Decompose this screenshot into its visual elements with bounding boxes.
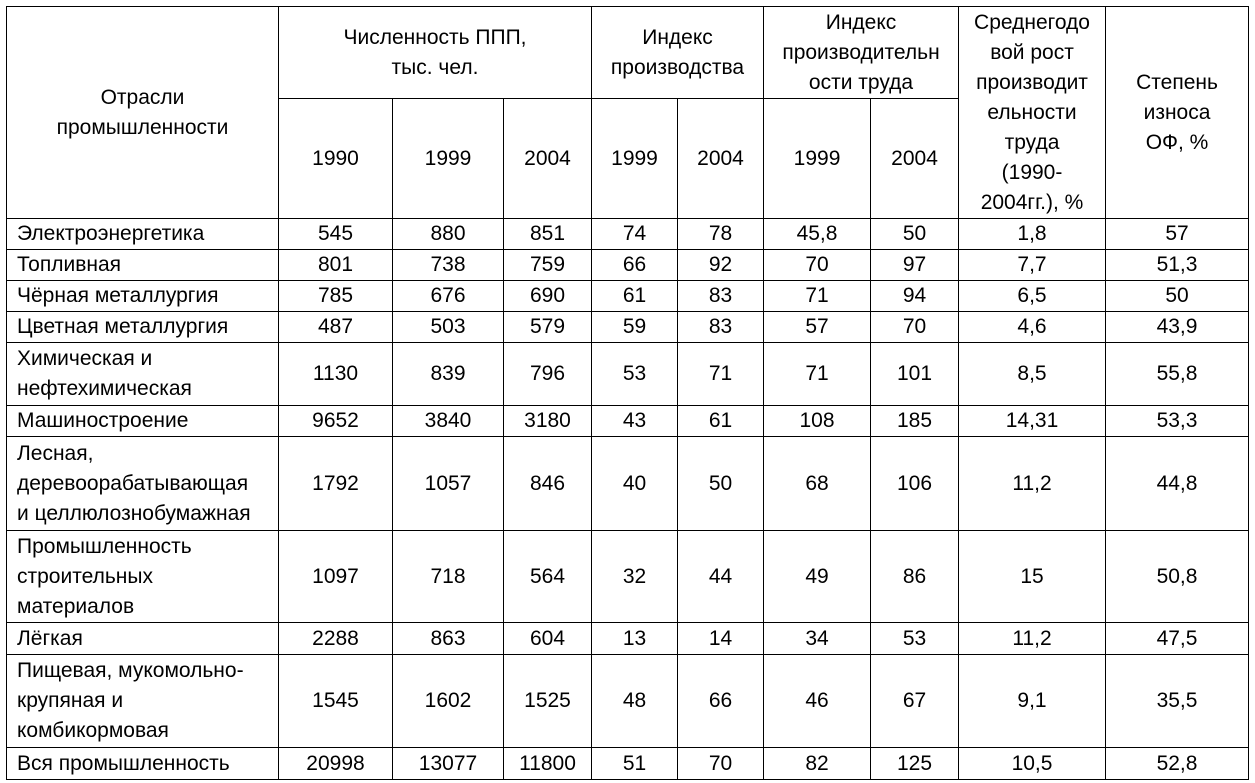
table-row — [7, 312, 1249, 343]
table-cell: 14,31 — [959, 406, 1106, 437]
table-cell: 846 — [504, 437, 592, 531]
industry-name: Вся промышленность — [7, 748, 279, 780]
table-cell: 50 — [871, 219, 959, 250]
table-cell: 47,5 — [1106, 623, 1249, 655]
table-cell: 94 — [871, 281, 959, 312]
table-cell: 71 — [764, 343, 871, 406]
table-row — [7, 655, 1249, 748]
table-cell: 51 — [592, 748, 678, 780]
table-cell: 880 — [393, 219, 504, 250]
table-cell: 40 — [592, 437, 678, 531]
table-row — [7, 531, 1249, 623]
header-employment: Численность ППП, тыс. чел. — [279, 7, 592, 99]
table-row — [7, 250, 1249, 281]
table-cell: 45,8 — [764, 219, 871, 250]
table-cell: 67 — [871, 655, 959, 748]
table-cell: 3840 — [393, 406, 504, 437]
table-cell: 4,6 — [959, 312, 1106, 343]
table-cell: 59 — [592, 312, 678, 343]
industry-name: Топливная — [7, 250, 279, 281]
table-cell: 101 — [871, 343, 959, 406]
table-row — [7, 281, 1249, 312]
table-row — [7, 437, 1249, 531]
table-cell: 1057 — [393, 437, 504, 531]
header-labor-index: Индекс производительн ости труда — [764, 7, 959, 99]
table-cell: 3180 — [504, 406, 592, 437]
table-row — [7, 748, 1249, 780]
table-cell: 70 — [764, 250, 871, 281]
industry-name: Цветная металлургия — [7, 312, 279, 343]
header-year: 1990 — [279, 99, 393, 219]
table-cell: 50 — [678, 437, 764, 531]
table-cell: 35,5 — [1106, 655, 1249, 748]
table-header — [7, 7, 1249, 219]
header-production-index: Индекс производства — [592, 7, 764, 99]
table-cell: 108 — [764, 406, 871, 437]
industry-name: Пищевая, мукомольно- крупяная и комбикормовая — [7, 655, 279, 748]
header-industry: Отрасли промышленности — [7, 7, 279, 219]
table-cell: 1097 — [279, 531, 393, 623]
header-year: 2004 — [678, 99, 764, 219]
table-cell: 604 — [504, 623, 592, 655]
table-cell: 34 — [764, 623, 871, 655]
table-cell: 13077 — [393, 748, 504, 780]
table-cell: 718 — [393, 531, 504, 623]
table-cell: 759 — [504, 250, 592, 281]
table-cell: 1130 — [279, 343, 393, 406]
table-cell: 86 — [871, 531, 959, 623]
table-cell: 50,8 — [1106, 531, 1249, 623]
table-cell: 785 — [279, 281, 393, 312]
table-cell: 487 — [279, 312, 393, 343]
table-cell: 839 — [393, 343, 504, 406]
table-cell: 53 — [592, 343, 678, 406]
table-cell: 48 — [592, 655, 678, 748]
table-cell: 11,2 — [959, 437, 1106, 531]
industry-name: Электроэнергетика — [7, 219, 279, 250]
table-row — [7, 343, 1249, 406]
table-cell: 32 — [592, 531, 678, 623]
table-cell: 66 — [592, 250, 678, 281]
table-cell: 74 — [592, 219, 678, 250]
table-cell: 15 — [959, 531, 1106, 623]
table-row — [7, 219, 1249, 250]
table-cell: 1,8 — [959, 219, 1106, 250]
industry-name: Лесная, деревоорабатывающая и целлюлознобумажная — [7, 437, 279, 531]
header-year: 2004 — [871, 99, 959, 219]
table-cell: 61 — [592, 281, 678, 312]
table-cell: 11800 — [504, 748, 592, 780]
table-cell: 71 — [678, 343, 764, 406]
table-cell: 53,3 — [1106, 406, 1249, 437]
table-cell: 125 — [871, 748, 959, 780]
table-cell: 49 — [764, 531, 871, 623]
table-cell: 13 — [592, 623, 678, 655]
table-cell: 97 — [871, 250, 959, 281]
table-cell: 7,7 — [959, 250, 1106, 281]
table-cell: 9652 — [279, 406, 393, 437]
table-cell: 43 — [592, 406, 678, 437]
table-cell: 82 — [764, 748, 871, 780]
table-cell: 851 — [504, 219, 592, 250]
table-cell: 71 — [764, 281, 871, 312]
table-cell: 46 — [764, 655, 871, 748]
table-cell: 57 — [1106, 219, 1249, 250]
table-cell: 1792 — [279, 437, 393, 531]
table-cell: 690 — [504, 281, 592, 312]
table-cell: 545 — [279, 219, 393, 250]
table-cell: 53 — [871, 623, 959, 655]
table-cell: 20998 — [279, 748, 393, 780]
table-cell: 50 — [1106, 281, 1249, 312]
table-cell: 796 — [504, 343, 592, 406]
table-cell: 1525 — [504, 655, 592, 748]
header-year: 2004 — [504, 99, 592, 219]
header-year: 1999 — [764, 99, 871, 219]
table-cell: 51,3 — [1106, 250, 1249, 281]
table-cell: 70 — [678, 748, 764, 780]
industry-table — [6, 6, 1249, 780]
table-cell: 11,2 — [959, 623, 1106, 655]
table-cell: 44,8 — [1106, 437, 1249, 531]
table-cell: 801 — [279, 250, 393, 281]
industry-name: Чёрная металлургия — [7, 281, 279, 312]
table-cell: 83 — [678, 312, 764, 343]
table-cell: 564 — [504, 531, 592, 623]
table-cell: 10,5 — [959, 748, 1106, 780]
header-year: 1999 — [592, 99, 678, 219]
table-cell: 44 — [678, 531, 764, 623]
table-cell: 14 — [678, 623, 764, 655]
industry-name: Машиностроение — [7, 406, 279, 437]
table-cell: 68 — [764, 437, 871, 531]
table-cell: 579 — [504, 312, 592, 343]
table-cell: 738 — [393, 250, 504, 281]
table-cell: 57 — [764, 312, 871, 343]
header-year: 1999 — [393, 99, 504, 219]
table-cell: 185 — [871, 406, 959, 437]
table-cell: 1545 — [279, 655, 393, 748]
table-cell: 1602 — [393, 655, 504, 748]
table-body — [7, 219, 1249, 780]
table-cell: 8,5 — [959, 343, 1106, 406]
table-cell: 92 — [678, 250, 764, 281]
table-cell: 2288 — [279, 623, 393, 655]
header-wear-degree: Степень износа ОФ, % — [1106, 7, 1249, 219]
table-cell: 676 — [393, 281, 504, 312]
table-cell: 83 — [678, 281, 764, 312]
table-cell: 503 — [393, 312, 504, 343]
table-row — [7, 406, 1249, 437]
table-cell: 52,8 — [1106, 748, 1249, 780]
header-avg-growth: Среднегодо вой рост производит ельности труда (1990- 2004гг.), % — [959, 7, 1106, 219]
table-cell: 43,9 — [1106, 312, 1249, 343]
table-cell: 106 — [871, 437, 959, 531]
industry-name: Химическая и нефтехимическая — [7, 343, 279, 406]
table-cell: 61 — [678, 406, 764, 437]
table-cell: 863 — [393, 623, 504, 655]
industry-name: Лёгкая — [7, 623, 279, 655]
table-cell: 9,1 — [959, 655, 1106, 748]
table-cell: 70 — [871, 312, 959, 343]
table-cell: 78 — [678, 219, 764, 250]
table-row — [7, 623, 1249, 655]
table-cell: 6,5 — [959, 281, 1106, 312]
table-cell: 55,8 — [1106, 343, 1249, 406]
table-cell: 66 — [678, 655, 764, 748]
industry-name: Промышленность строительных материалов — [7, 531, 279, 623]
